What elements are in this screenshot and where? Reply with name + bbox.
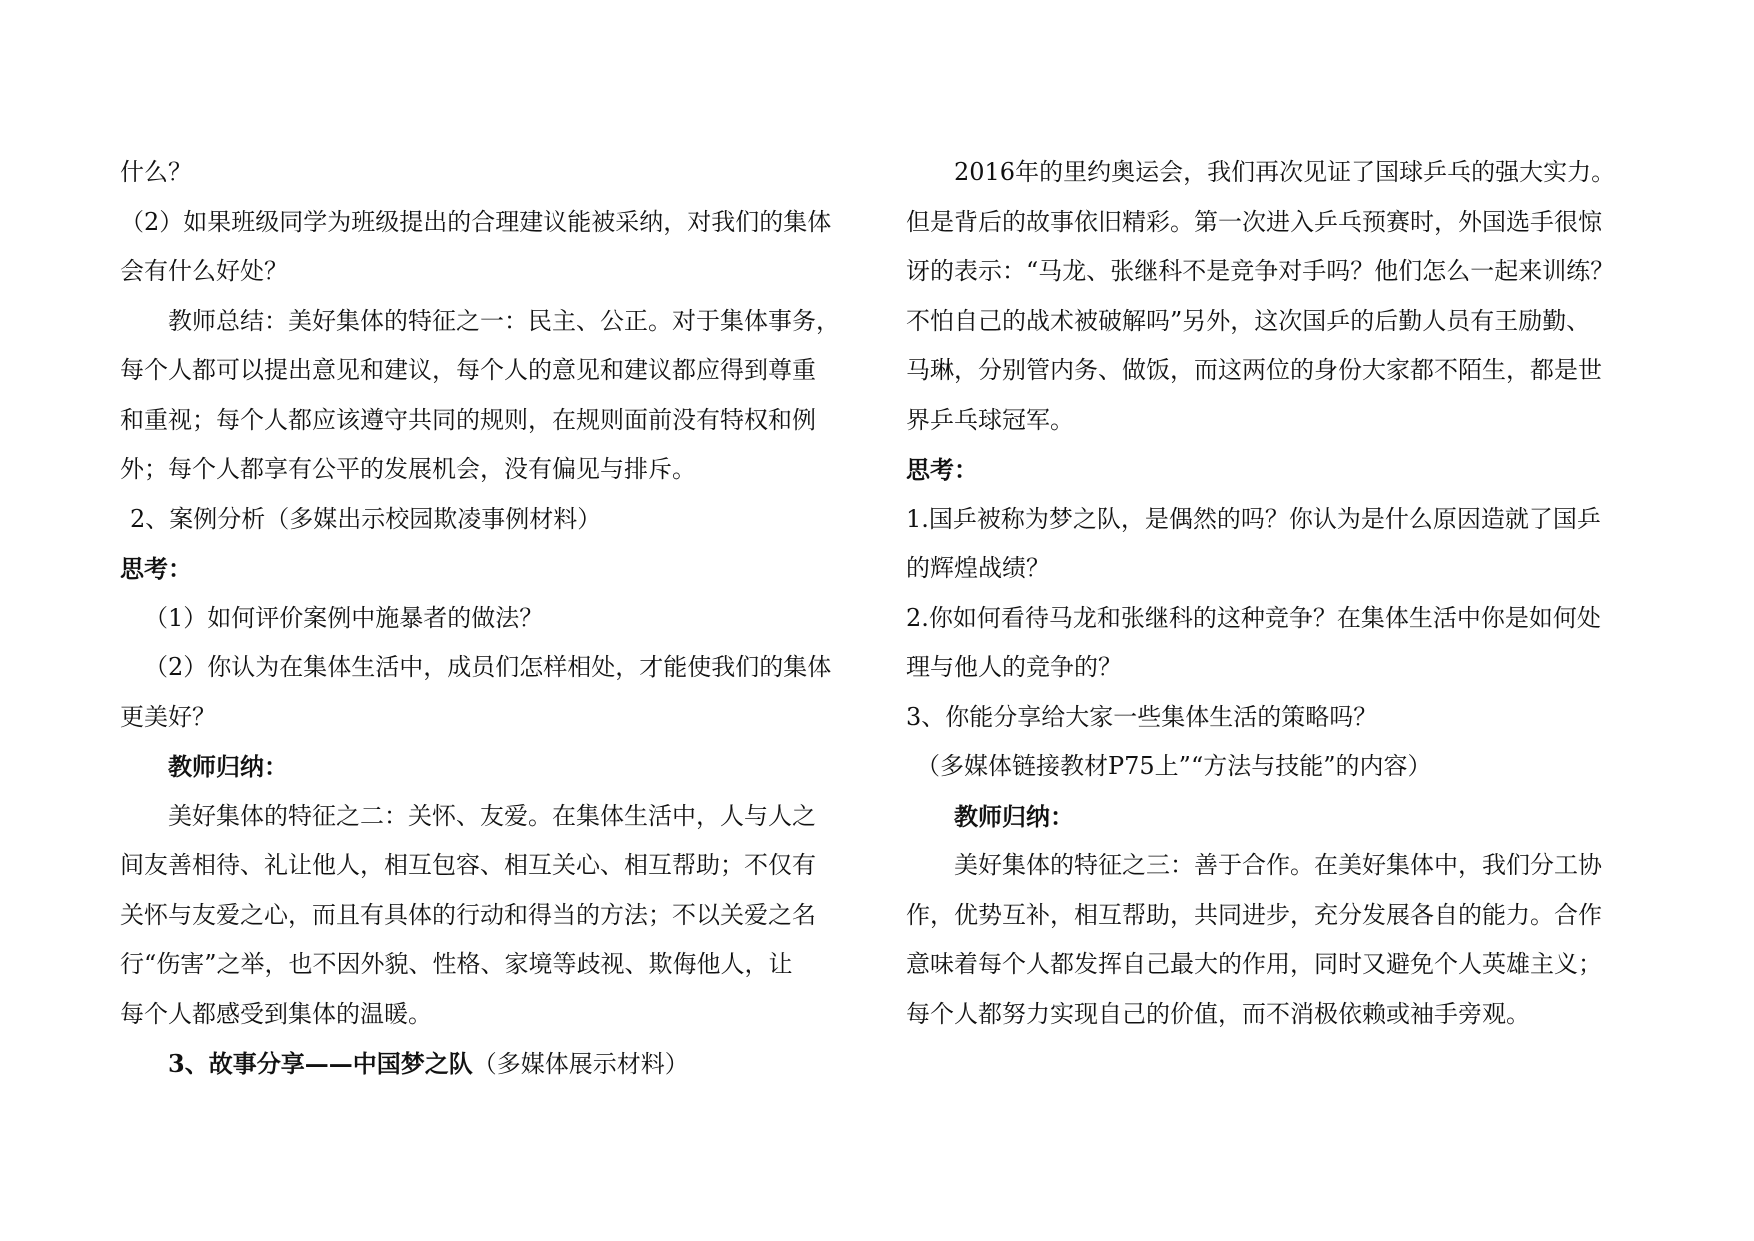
text-line: 每个人都感受到集体的温暖。 <box>120 999 432 1028</box>
text-line: （1）如何评价案例中施暴者的做法？ <box>144 603 544 632</box>
text-line: 界乒乓球冠军。 <box>906 405 1074 434</box>
text-line: （多媒体链接教材P75上”“方法与技能”的内容） <box>916 752 1432 780</box>
text-line: 作，优势互补，相互帮助，共同进步，充分发展各自的能力。合作 <box>906 900 1602 929</box>
story-heading-note: （多媒体展示材料） <box>472 1050 689 1078</box>
text-line: 不怕自己的战术被破解吗”另外，这次国乒的后勤人员有王励勤、 <box>906 306 1591 335</box>
text-line: 行“伤害”之举，也不因外貌、性格、家境等歧视、欺侮他人，让 <box>120 950 793 978</box>
section-heading: 教师归纳： <box>954 801 1074 831</box>
story-heading-line <box>120 1039 872 1089</box>
text-line: 每个人都可以提出意见和建议，每个人的意见和建议都应得到尊重 <box>120 356 816 384</box>
text-line: 外；每个人都享有公平的发展机会，没有偏见与排斥。 <box>120 455 696 483</box>
text-line: 美好集体的特征之三：善于合作。在美好集体中，我们分工协 <box>954 851 1602 879</box>
text-line: 什么？ <box>120 158 192 186</box>
text-line: 会有什么好处？ <box>120 257 288 285</box>
text-line: 3、你能分享给大家一些集体生活的策略吗？ <box>906 702 1378 731</box>
text-line: 2、案例分析（多媒出示校园欺凌事例材料） <box>130 504 602 533</box>
text-line: 间友善相待、礼让他人，相互包容、相互关心、相互帮助；不仅有 <box>120 851 816 879</box>
text-line: 2016年的里约奥运会，我们再次见证了国球乒乓的强大实力。 <box>954 158 1616 186</box>
text-line: 讶的表示：“马龙、张继科不是竞争对手吗？他们怎么一起来训练？ <box>906 257 1615 285</box>
text-line: 美好集体的特征之二：关怀、友爱。在集体生活中，人与人之 <box>168 801 816 830</box>
text-line: 马琳，分别管内务、做饭，而这两位的身份大家都不陌生，都是世 <box>906 356 1602 384</box>
section-heading: 思考： <box>120 554 192 583</box>
text-line: 更美好？ <box>120 702 216 731</box>
text-line: 每个人都努力实现自己的价值，而不消极依赖或袖手旁观。 <box>906 999 1530 1028</box>
story-heading: 3、故事分享——中国梦之队 <box>168 1049 473 1078</box>
right-column <box>906 148 1658 1039</box>
text-line: 意味着每个人都发挥自己最大的作用，同时又避免个人英雄主义； <box>906 950 1602 978</box>
section-heading: 教师归纳： <box>168 752 288 781</box>
text-line: 的辉煌战绩？ <box>906 554 1050 582</box>
text-line: 教师总结：美好集体的特征之一：民主、公正。对于集体事务， <box>168 306 840 335</box>
text-line: 但是背后的故事依旧精彩。第一次进入乒乓预赛时，外国选手很惊 <box>906 207 1602 236</box>
text-line: 关怀与友爱之心，而且有具体的行动和得当的方法；不以关爱之名 <box>120 900 816 929</box>
text-line: （2）你认为在集体生活中，成员们怎样相处，才能使我们的集体 <box>144 653 832 681</box>
text-line: （2）如果班级同学为班级提出的合理建议能被采纳，对我们的集体 <box>120 207 832 236</box>
text-line: 1.国乒被称为梦之队，是偶然的吗？你认为是什么原因造就了国乒 <box>906 504 1601 533</box>
text-line: 理与他人的竞争的？ <box>906 653 1122 681</box>
text-line: 和重视；每个人都应该遵守共同的规则，在规则面前没有特权和例 <box>120 405 816 434</box>
section-heading: 思考： <box>906 455 978 484</box>
left-column <box>120 148 872 1089</box>
text-line: 2.你如何看待马龙和张继科的这种竞争？在集体生活中你是如何处 <box>906 603 1601 632</box>
